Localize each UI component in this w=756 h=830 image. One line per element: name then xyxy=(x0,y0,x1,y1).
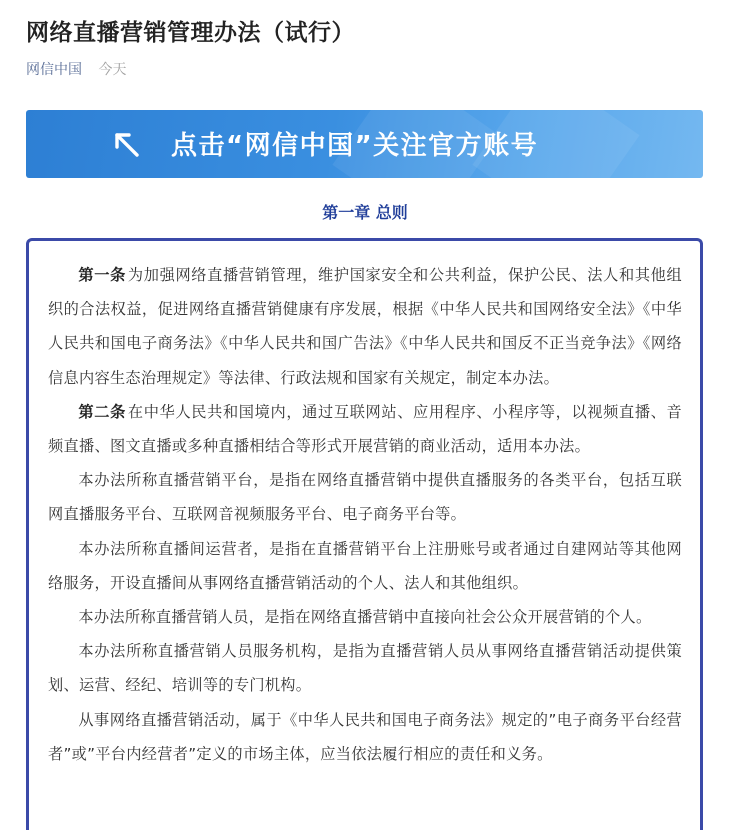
account-name-link[interactable]: 网信中国 xyxy=(26,62,82,78)
banner-text: 点击“网信中国”关注官方账号 xyxy=(171,131,539,161)
article-paragraph xyxy=(48,532,682,600)
article-paragraph xyxy=(48,703,682,771)
article-paragraph xyxy=(48,634,682,702)
article-text: 本办法所称直播间运营者，是指在直播营销平台上注册账号或者通过自建网站等其他网络服务，开设直播间从事网络直播营销活动的个人、法人和其他组织。 xyxy=(48,539,682,592)
article-label: 第一条 xyxy=(78,266,126,284)
article-label: 第二条 xyxy=(78,402,126,421)
article-body xyxy=(48,258,682,771)
publish-date: 今天 xyxy=(98,62,127,78)
article-meta xyxy=(26,59,126,79)
article-paragraph xyxy=(48,463,682,531)
article-text: 为加强网络直播营销管理，维护国家安全和公共利益，保护公民、法人和其他组织的合法权益，促进网络直播营销健康有序发展，根据《中华人民共和国网络安全法》《中华人民共和国电子商务法》《中华人民共和国广告法》《中华人民共和国反不正当竞争法》《网络信息内容生态治理规定》等法律、行政法规和国家有关规定，制定本办法。 xyxy=(48,266,683,387)
article-text: 在中华人民共和国境内，通过互联网站、应用程序、小程序等，以视频直播、音频直播、图文直播或多种直播相结合等形式开展营销的商业活动，适用本办法。 xyxy=(48,402,683,456)
article-paragraph xyxy=(48,395,682,463)
arrow-up-left-icon xyxy=(112,130,144,162)
chapter-heading: 第一章 总则 xyxy=(322,203,408,222)
article-paragraph xyxy=(48,258,682,395)
article-paragraph xyxy=(48,600,682,634)
article-text: 从事网络直播营销活动，属于《中华人民共和国电子商务法》规定的”电子商务平台经营者”或”平台内经营者”定义的市场主体，应当依法履行相应的责任和义务。 xyxy=(48,710,682,763)
article-title: 网络直播营销管理办法（试行） xyxy=(26,20,355,46)
follow-account-banner[interactable] xyxy=(26,110,703,178)
article-text: 本办法所称直播营销人员，是指在网络直播营销中直接向社会公众开展营销的个人。 xyxy=(78,608,652,627)
article-text: 本办法所称直播营销人员服务机构，是指为直播营销人员从事网络直播营销活动提供策划、运营、经纪、培训等的专门机构。 xyxy=(48,642,682,695)
article-text: 本办法所称直播营销平台，是指在网络直播营销中提供直播服务的各类平台，包括互联网直播服务平台、互联网音视频服务平台、电子商务平台等。 xyxy=(48,471,682,524)
